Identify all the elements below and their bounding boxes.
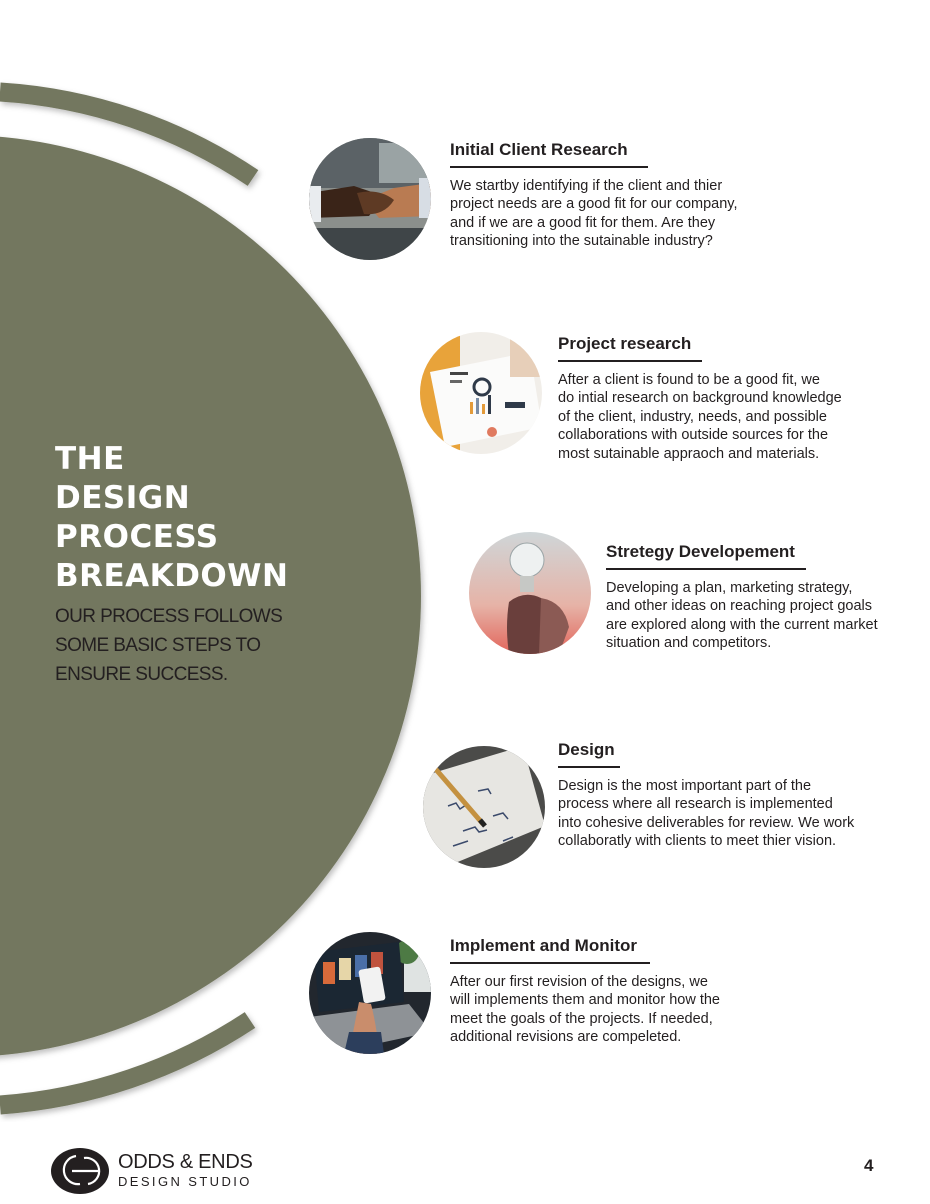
hero-block [55, 440, 335, 689]
hero-subtitle [55, 602, 335, 689]
lightbulb-in-hand-photo [469, 532, 591, 654]
step-body: After our first revision of the designs, we will implements them and monitor how the meet the goals of the projects. If needed, additional revisions are compeleted. [450, 974, 720, 1046]
page-number: 4 [864, 1156, 874, 1175]
title-underline [450, 166, 648, 168]
step-title: Stretegy Developement [606, 542, 795, 561]
studio-logo [50, 1146, 253, 1196]
logo-tagline: DESIGN STUDIO [118, 1174, 252, 1189]
step-title: Project research [558, 334, 692, 353]
step-design [558, 739, 868, 851]
hero-subtitle-line: OUR PROCESS FOLLOWS [55, 606, 283, 627]
step-initial-client-research [450, 139, 750, 251]
step-body: Design is the most important part of the process where all research is implemented into cohesive deliverables for review. We work collaboratly with clients to meet thier vision. [558, 778, 855, 850]
title-underline [450, 962, 650, 964]
title-underline [558, 766, 620, 768]
hero-title-line: BREAKDOWN [55, 558, 289, 594]
step-project-research [558, 333, 868, 463]
step-body: We startby identifying if the client and thier project needs are a good fit for our company, and if we are a good fit for them. Are they transitioning into the sutainable industry? [450, 178, 738, 250]
step-implement-and-monitor [450, 935, 760, 1047]
title-underline [558, 360, 702, 362]
charts-on-desk-photo [420, 332, 542, 454]
logo-mark-icon [50, 1146, 112, 1196]
hero-subtitle-line: SOME BASIC STEPS TO [55, 635, 261, 656]
step-body: Developing a plan, marketing strategy, and other ideas on reaching project goals are explored along with the current market situation and competitors. [606, 580, 878, 652]
hero-title-line: DESIGN [55, 480, 191, 516]
hero-title-line: THE [55, 441, 125, 477]
step-stretegy-developement [606, 541, 906, 653]
logo-name: ODDS & ENDS [118, 1151, 253, 1173]
step-body: After a client is found to be a good fit, we do intial research on background knowledge of the client, industry, needs, and possible collaborations with outside sources for the most sutainable appraoch and materials. [558, 372, 842, 462]
sketching-notebook-photo [423, 746, 545, 868]
step-title: Implement and Monitor [450, 936, 637, 955]
hero-title-line: PROCESS [55, 519, 219, 555]
step-title: Design [558, 740, 615, 759]
title-underline [606, 568, 806, 570]
step-title: Initial Client Research [450, 140, 628, 159]
hero-subtitle-line: ENSURE SUCCESS. [55, 664, 228, 685]
handshake-photo [309, 138, 431, 260]
laptop-and-phone-photo [309, 932, 431, 1054]
hero-title [55, 440, 335, 596]
